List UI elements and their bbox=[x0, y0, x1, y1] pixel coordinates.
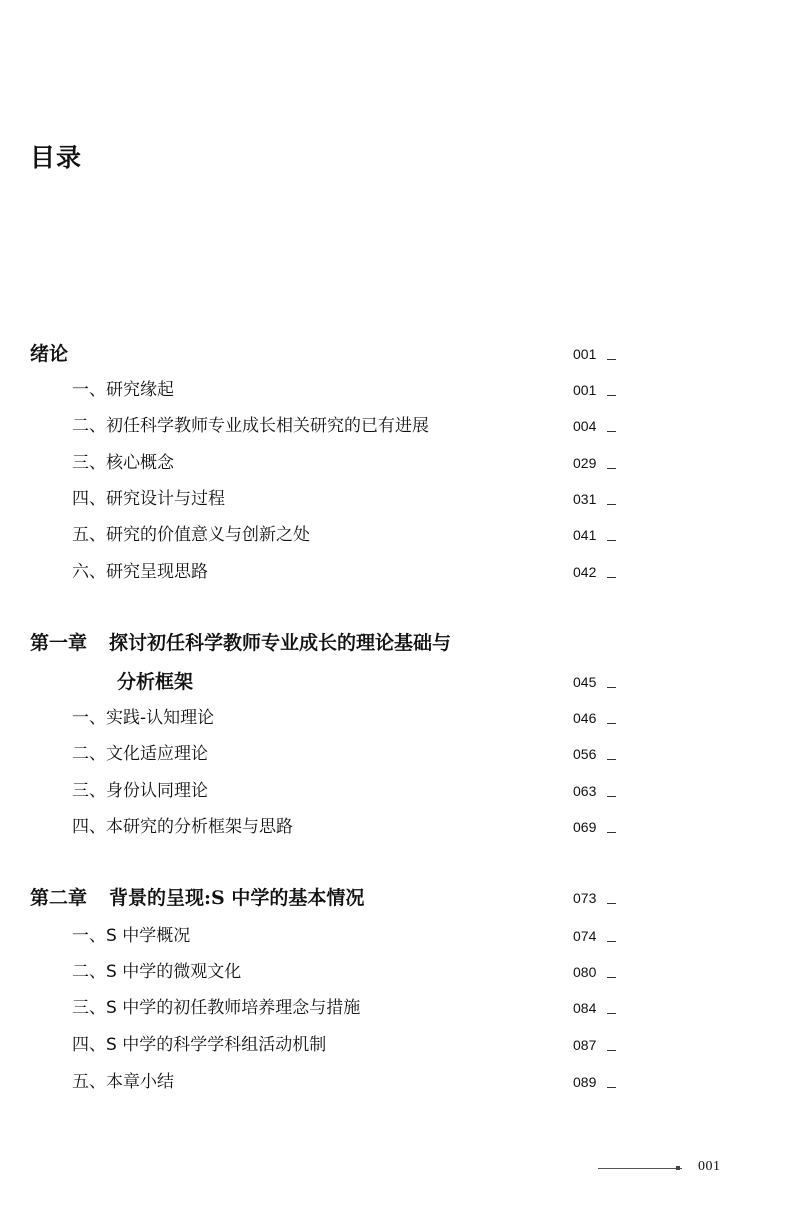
toc-section-entry[interactable] bbox=[0, 776, 790, 806]
toc-page-number: 045 bbox=[573, 674, 597, 690]
toc-section-entry[interactable] bbox=[0, 448, 790, 478]
toc-section-title: 三、身份认同理论 bbox=[72, 781, 208, 801]
toc-section-title: 三、核心概念 bbox=[72, 453, 174, 473]
chapter-label: 第二章 bbox=[30, 887, 88, 909]
toc-section-title: 二、初任科学教师专业成长相关研究的已有进展 bbox=[72, 416, 429, 436]
toc-page-number: 069 bbox=[573, 819, 597, 835]
toc-section-title: 四、研究设计与过程 bbox=[72, 489, 225, 509]
page-title: 目录 bbox=[30, 143, 83, 172]
tick-mark bbox=[607, 832, 616, 833]
toc-page-number: 056 bbox=[573, 746, 597, 762]
toc-page-number: 063 bbox=[573, 783, 597, 799]
tick-mark bbox=[607, 759, 616, 760]
toc-section-entry[interactable] bbox=[0, 1030, 790, 1060]
toc-section-title: 四、S 中学的科学学科组活动机制 bbox=[72, 1035, 327, 1055]
toc-page-number: 004 bbox=[573, 418, 597, 434]
toc-entry-intro[interactable] bbox=[0, 339, 790, 369]
toc-entry-chapter-2[interactable] bbox=[0, 883, 790, 913]
toc-section-entry[interactable] bbox=[0, 520, 790, 550]
toc-section-title: 一、实践-认知理论 bbox=[72, 708, 215, 728]
tick-mark bbox=[607, 1050, 616, 1051]
toc-section-title: 四、本研究的分析框架与思路 bbox=[72, 817, 293, 837]
toc-entry-chapter-1[interactable] bbox=[0, 628, 790, 658]
toc-section-entry[interactable] bbox=[0, 703, 790, 733]
toc-section-entry[interactable] bbox=[0, 812, 790, 842]
tick-mark bbox=[607, 1013, 616, 1014]
toc-section-title: 一、S 中学概况 bbox=[72, 926, 191, 946]
tick-mark bbox=[607, 577, 616, 578]
toc-section-title: 二、文化适应理论 bbox=[72, 744, 208, 764]
toc-section-entry[interactable] bbox=[0, 484, 790, 514]
toc-section-title: 五、研究的价值意义与创新之处 bbox=[72, 525, 310, 545]
toc-page-number: 046 bbox=[573, 710, 597, 726]
tick-mark bbox=[607, 796, 616, 797]
footer-page-number: 001 bbox=[698, 1159, 721, 1174]
toc-entry-title: 绪论 bbox=[30, 343, 69, 365]
footer-rule bbox=[598, 1168, 682, 1169]
chapter-label: 第一章 bbox=[30, 632, 88, 654]
toc-page-number: 042 bbox=[573, 564, 597, 580]
toc-section-entry[interactable] bbox=[0, 921, 790, 951]
toc-section-entry[interactable] bbox=[0, 375, 790, 405]
toc-page-number: 041 bbox=[573, 527, 597, 543]
toc-page-number: 001 bbox=[573, 346, 597, 362]
toc-entry-chapter-1-cont[interactable] bbox=[0, 667, 790, 697]
toc-page-number: 001 bbox=[573, 382, 597, 398]
tick-mark bbox=[607, 504, 616, 505]
tick-mark bbox=[607, 723, 616, 724]
toc-section-entry[interactable] bbox=[0, 1067, 790, 1097]
toc-section-entry[interactable] bbox=[0, 557, 790, 587]
toc-section-title: 六、研究呈现思路 bbox=[72, 562, 208, 582]
toc-page-number: 029 bbox=[573, 455, 597, 471]
chapter-title: 背景的呈现:S 中学的基本情况 bbox=[109, 887, 365, 909]
footer-rule-end bbox=[676, 1166, 680, 1170]
toc-page-number: 074 bbox=[573, 928, 597, 944]
toc-section-title: 五、本章小结 bbox=[72, 1072, 174, 1092]
toc-section-title: 一、研究缘起 bbox=[72, 380, 174, 400]
toc-page-number: 089 bbox=[573, 1074, 597, 1090]
tick-mark bbox=[607, 540, 616, 541]
tick-mark bbox=[607, 395, 616, 396]
toc-section-entry[interactable] bbox=[0, 739, 790, 769]
toc-chapter-heading bbox=[30, 628, 451, 658]
tick-mark bbox=[607, 977, 616, 978]
chapter-title: 探讨初任科学教师专业成长的理论基础与 bbox=[109, 632, 452, 654]
tick-mark bbox=[607, 687, 616, 688]
tick-mark bbox=[607, 468, 616, 469]
toc-page-number: 073 bbox=[573, 890, 597, 906]
tick-mark bbox=[607, 359, 616, 360]
chapter-title-continued: 分析框架 bbox=[117, 671, 194, 693]
toc-section-entry[interactable] bbox=[0, 993, 790, 1023]
tick-mark bbox=[607, 1087, 616, 1088]
toc-chapter-heading bbox=[30, 883, 364, 913]
toc-section-title: 二、S 中学的微观文化 bbox=[72, 962, 242, 982]
toc-section-entry[interactable] bbox=[0, 411, 790, 441]
toc-page-number: 080 bbox=[573, 964, 597, 980]
tick-mark bbox=[607, 903, 616, 904]
toc-section-entry[interactable] bbox=[0, 957, 790, 987]
toc-section-title: 三、S 中学的初任教师培养理念与措施 bbox=[72, 998, 361, 1018]
tick-mark bbox=[607, 941, 616, 942]
tick-mark bbox=[607, 431, 616, 432]
toc-page-number: 087 bbox=[573, 1037, 597, 1053]
toc-page-number: 084 bbox=[573, 1000, 597, 1016]
toc-page-number: 031 bbox=[573, 491, 597, 507]
